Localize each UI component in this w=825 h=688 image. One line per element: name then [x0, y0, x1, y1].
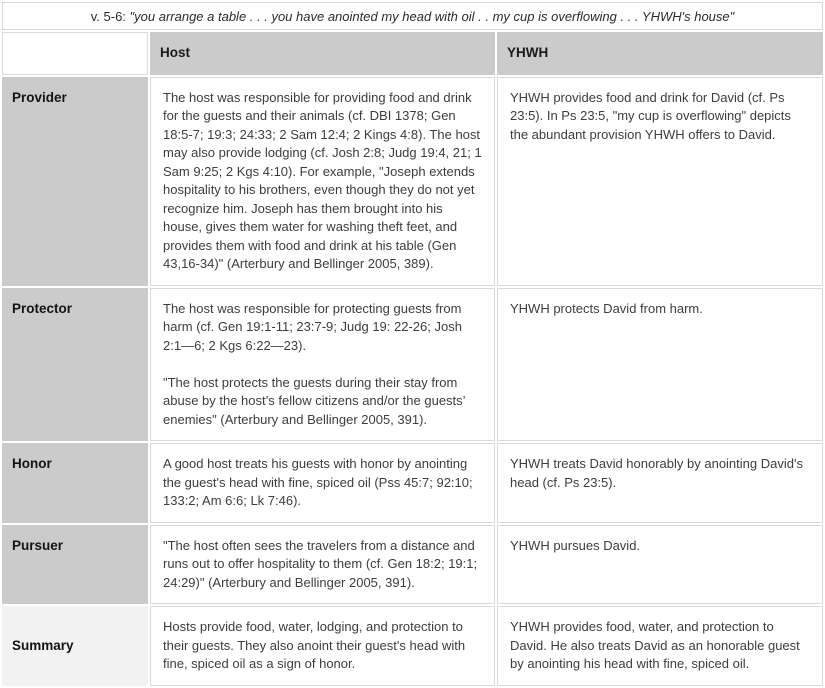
table-caption	[2, 2, 823, 30]
table-row-protector	[2, 288, 823, 442]
protector-host-paragraph-2: "The host protects the guests during their stay from abuse by the host’s fellow citizens and/or the guests’ enemies" (Arterbury and Bellinger 2005, 391).	[163, 374, 466, 427]
summary-yhwh-cell: YHWH provides food, water, and protection to David. He also treats David as an honorable guest by anointing his head with fine, spiced oil.	[497, 606, 823, 686]
row-label-pursuer: Pursuer	[2, 525, 148, 605]
row-label-protector: Protector	[2, 288, 148, 442]
protector-host-paragraph-1: The host was responsible for protecting guests from harm (cf. Gen 19:1-11; 23:7-9; Judg 19: 22-26; Josh 2:1—6; 2 Kgs 6:22—23).	[163, 300, 462, 353]
summary-host-cell: Hosts provide food, water, lodging, and protection to their guests. They also anoint their guest's head with fine, spiced oil as a sign of honor.	[150, 606, 495, 686]
protector-yhwh-cell: YHWH protects David from harm.	[497, 288, 823, 442]
pursuer-host-cell: "The host often sees the travelers from a distance and runs out to offer hospitality to them (cf. Gen 18:2; 19:1; 24:29)" (Arterbury and Bellinger 2005, 391).	[150, 525, 495, 605]
row-label-summary: Summary	[2, 606, 148, 686]
honor-host-cell: A good host treats his guests with honor by anointing the guest's head with fine, spiced oil (Pss 45:7; 92:10; 133:2; Am 6:6; Lk 7:46).	[150, 443, 495, 523]
protector-host-cell	[150, 288, 495, 442]
row-label-honor: Honor	[2, 443, 148, 523]
provider-yhwh-cell: YHWH provides food and drink for David (cf. Ps 23:5). In Ps 23:5, "my cup is overflowing" depicts the abundant provision YHWH offers to David.	[497, 77, 823, 286]
honor-yhwh-cell: YHWH treats David honorably by anointing David's head (cf. Ps 23:5).	[497, 443, 823, 523]
caption-quote: "you arrange a table . . . you have anointed my head with oil . . my cup is overflowing . . . YHWH's house"	[129, 8, 735, 24]
table-row-honor	[2, 443, 823, 523]
row-label-provider: Provider	[2, 77, 148, 286]
header-row	[2, 32, 823, 75]
table-row-pursuer	[2, 525, 823, 605]
host-yhwh-comparison-table	[0, 30, 825, 688]
column-header-yhwh: YHWH	[497, 32, 823, 75]
pursuer-yhwh-cell: YHWH pursues David.	[497, 525, 823, 605]
corner-cell	[2, 32, 148, 75]
caption-verse-ref: v. 5-6:	[90, 8, 130, 24]
provider-host-cell: The host was responsible for providing food and drink for the guests and their animals (cf. DBI 1378; Gen 18:5-7; 19:3; 24:33; 2 Sam 12:4; 2 Kings 4:8). The host may also provide lodging (cf. Josh 2:8; Judg 19:4, 21; 1 Sam 9:25; 2 Kgs 4:10). For example, "Joseph extends hospitality to his brothers, even though they do not yet recognize him. Joseph has them brought into his house, gives them water for washing theft feet, and provides them with food and drink at his table (Gen 43,16-34)" (Arterbury and Bellinger 2005, 389).	[150, 77, 495, 286]
table-row-summary	[2, 606, 823, 686]
table-row-provider	[2, 77, 823, 286]
column-header-host: Host	[150, 32, 495, 75]
